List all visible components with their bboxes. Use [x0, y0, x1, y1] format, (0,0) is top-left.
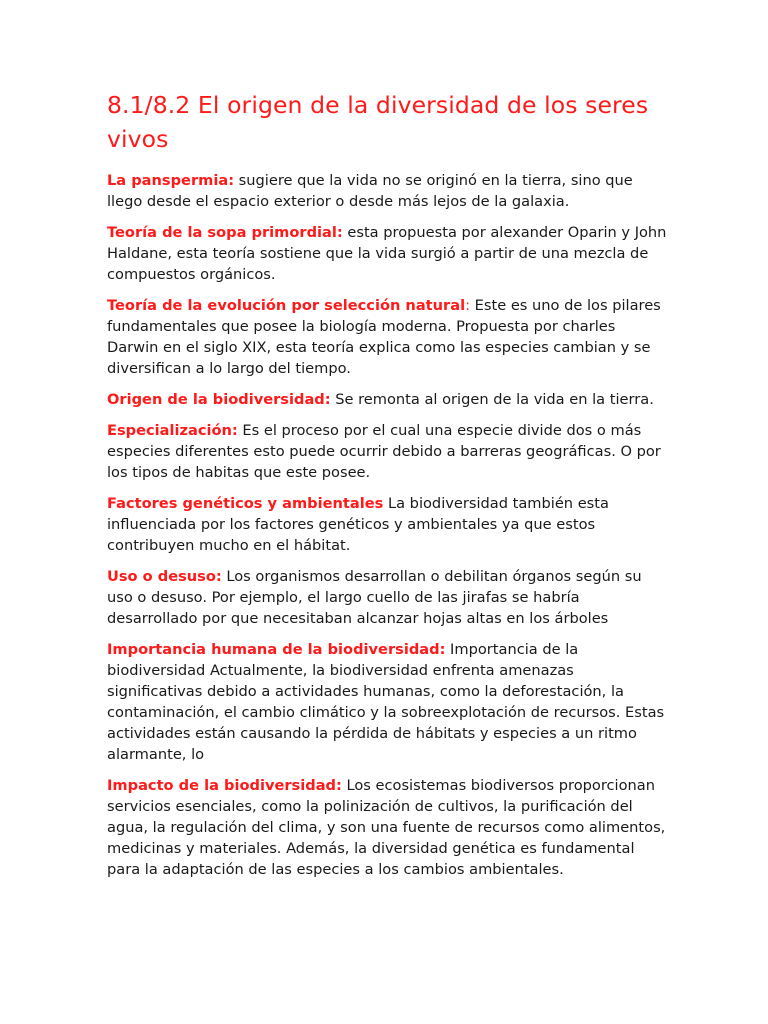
term-seleccion-natural: Teoría de la evolución por selección natural [107, 297, 466, 314]
term-sopa-primordial: Teoría de la sopa primordial: [107, 224, 343, 241]
paragraph-body: Es el proceso por el cual una especie divide dos o más especies diferentes esto puede ocurrir debido a barreras geográficas. O por los tipos de habitas que este posee. [107, 422, 661, 481]
paragraph-seleccion-natural [107, 295, 667, 379]
paragraph-body: La biodiversidad también esta influenciada por los factores genéticos y ambientales ya que estos contribuyen mucho en el hábitat. [107, 495, 609, 554]
paragraph-uso-desuso [107, 566, 667, 629]
document-page [107, 88, 667, 890]
term-panspermia: La panspermia: [107, 172, 235, 189]
paragraph-body: Importancia de la biodiversidad Actualmente, la biodiversidad enfrenta amenazas significativas debido a actividades humanas, como la deforestación, la contaminación, el cambio climático y la sobreexplotación de recursos. Estas actividades están causando la pérdida de hábitats y especies a un ritmo alarmante, lo [107, 641, 665, 763]
paragraph-body: Este es uno de los pilares fundamentales que posee la biología moderna. Propuesta por charles Darwin en el siglo XIX, esta teoría explica como las especies cambian y se diversifican a lo largo del tiempo. [107, 297, 661, 377]
term-separator: : [465, 297, 471, 314]
paragraph-panspermia [107, 170, 667, 212]
paragraph-factores [107, 493, 667, 556]
term-factores: Factores genéticos y ambientales [107, 495, 384, 512]
paragraph-impacto [107, 775, 667, 880]
page-title: 8.1/8.2 El origen de la diversidad de los seres vivos [107, 91, 649, 153]
term-uso-desuso: Uso o desuso: [107, 568, 222, 585]
paragraph-origen-biodiversidad [107, 389, 667, 410]
paragraph-especializacion [107, 420, 667, 483]
term-importancia-humana: Importancia humana de la biodiversidad: [107, 641, 446, 658]
paragraph-body: Los ecosistemas biodiversos proporcionan servicios esenciales, como la polinización de cultivos, la purificación del agua, la regulación del clima, y son una fuente de recursos como alimentos, medicinas y materiales. Además, la diversidad genética es fundamental para la adaptación de las especies a los cambios ambientales. [107, 777, 666, 878]
paragraph-sopa-primordial [107, 222, 667, 285]
term-origen-biodiversidad: Origen de la biodiversidad: [107, 391, 331, 408]
paragraph-body: Los organismos desarrollan o debilitan órganos según su uso o desuso. Por ejemplo, el largo cuello de las jirafas se habría desarrollado por que necesitaban alcanzar hojas altas en los árboles [107, 568, 642, 627]
paragraph-body: sugiere que la vida no se originó en la tierra, sino que llego desde el espacio exterior o desde más lejos de la galaxia. [107, 172, 633, 210]
paragraph-body: Se remonta al origen de la vida en la tierra. [330, 391, 654, 408]
paragraph-body: esta propuesta por alexander Oparin y John Haldane, esta teoría sostiene que la vida surgió a partir de una mezcla de compuestos orgánicos. [107, 224, 667, 283]
paragraph-importancia-humana [107, 639, 667, 765]
term-especializacion: Especialización: [107, 422, 238, 439]
term-impacto: Impacto de la biodiversidad: [107, 777, 342, 794]
